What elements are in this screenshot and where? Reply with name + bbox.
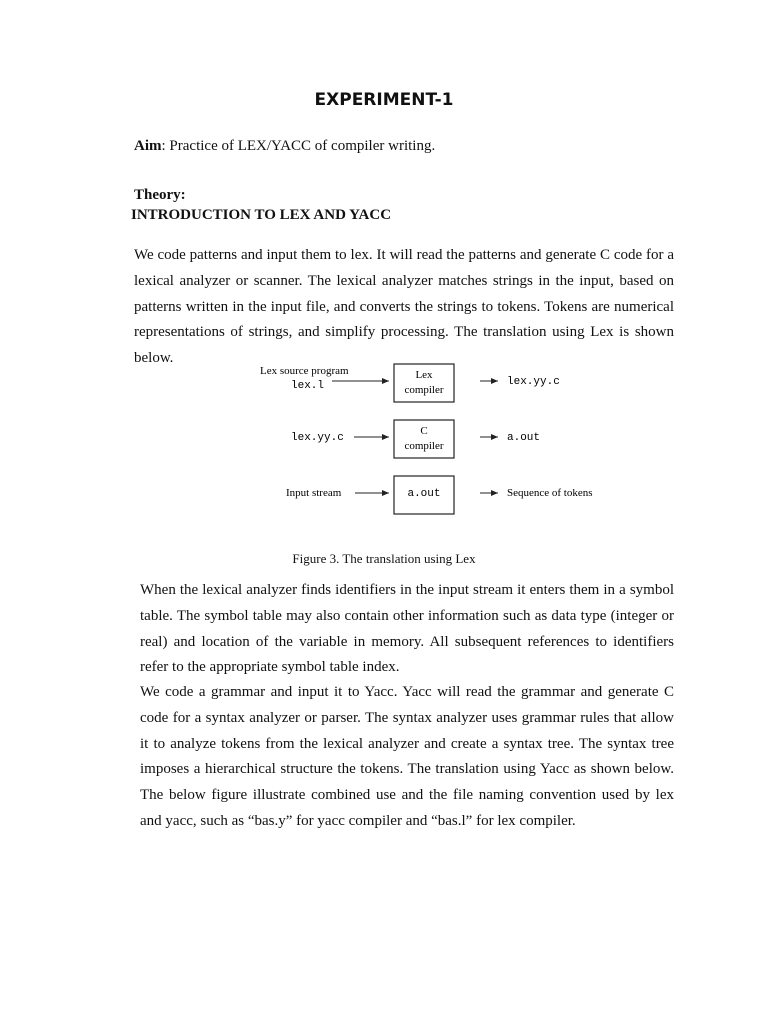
theory-label: Theory: <box>134 187 186 203</box>
row2-box-line2: compiler <box>404 440 444 452</box>
row2-box-line1: C <box>420 425 428 437</box>
row1-input-line1: Lex source program <box>260 365 349 377</box>
row1-output: lex.yy.c <box>507 376 560 388</box>
row1-box-line2: compiler <box>404 384 444 396</box>
aim-text: : Practice of LEX/YACC of compiler writing. <box>161 138 436 154</box>
row3-output: Sequence of tokens <box>507 487 593 499</box>
paragraph-intro: We code patterns and input them to lex. It will read the patterns and generate C code for a lexical analyzer or scanner. The lexical analyzer matches strings in the input, based on patterns written in the input file, and converts the strings to tokens. Tokens are numerical representations of strings, and simplify processing. The translation using Lex is shown below. <box>134 247 674 367</box>
aim-line <box>134 138 435 155</box>
figure-caption: Figure 3. The translation using Lex <box>292 551 476 566</box>
paragraph-yacc: We code a grammar and input it to Yacc. Yacc will read the grammar and generate C code for a syntax analyzer or parser. The syntax analyzer uses grammar rules that allow it to analyze tokens from the lexical analyzer and create a syntax tree. The syntax tree imposes a hierarchical structure the tokens. The translation using Yacc as shown below. The below figure illustrate combined use and the file naming convention used by lex and yacc, such as “bas.y” for yacc compiler and “bas.l” for lex compiler. <box>140 684 674 829</box>
row3-box-label: a.out <box>407 488 441 500</box>
row3-input: Input stream <box>286 487 342 499</box>
paragraph-symbol-table: When the lexical analyzer finds identifiers in the input stream it enters them in a symbol table. The symbol table may also contain other information such as data type (integer or real) and location of the variable in memory. All subsequent references to identifiers refer to the appropriate symbol table index. <box>140 582 674 676</box>
row1-input-line2: lex.l <box>291 380 325 392</box>
row2-input: lex.yy.c <box>291 432 344 444</box>
page-title: EXPERIMENT-1 <box>314 90 454 110</box>
section-title: INTRODUCTION TO LEX AND YACC <box>131 207 392 223</box>
row2-output: a.out <box>507 432 541 444</box>
row1-box-line1: Lex <box>415 369 433 381</box>
lex-translation-diagram <box>255 362 615 522</box>
aim-label: Aim <box>134 138 162 154</box>
